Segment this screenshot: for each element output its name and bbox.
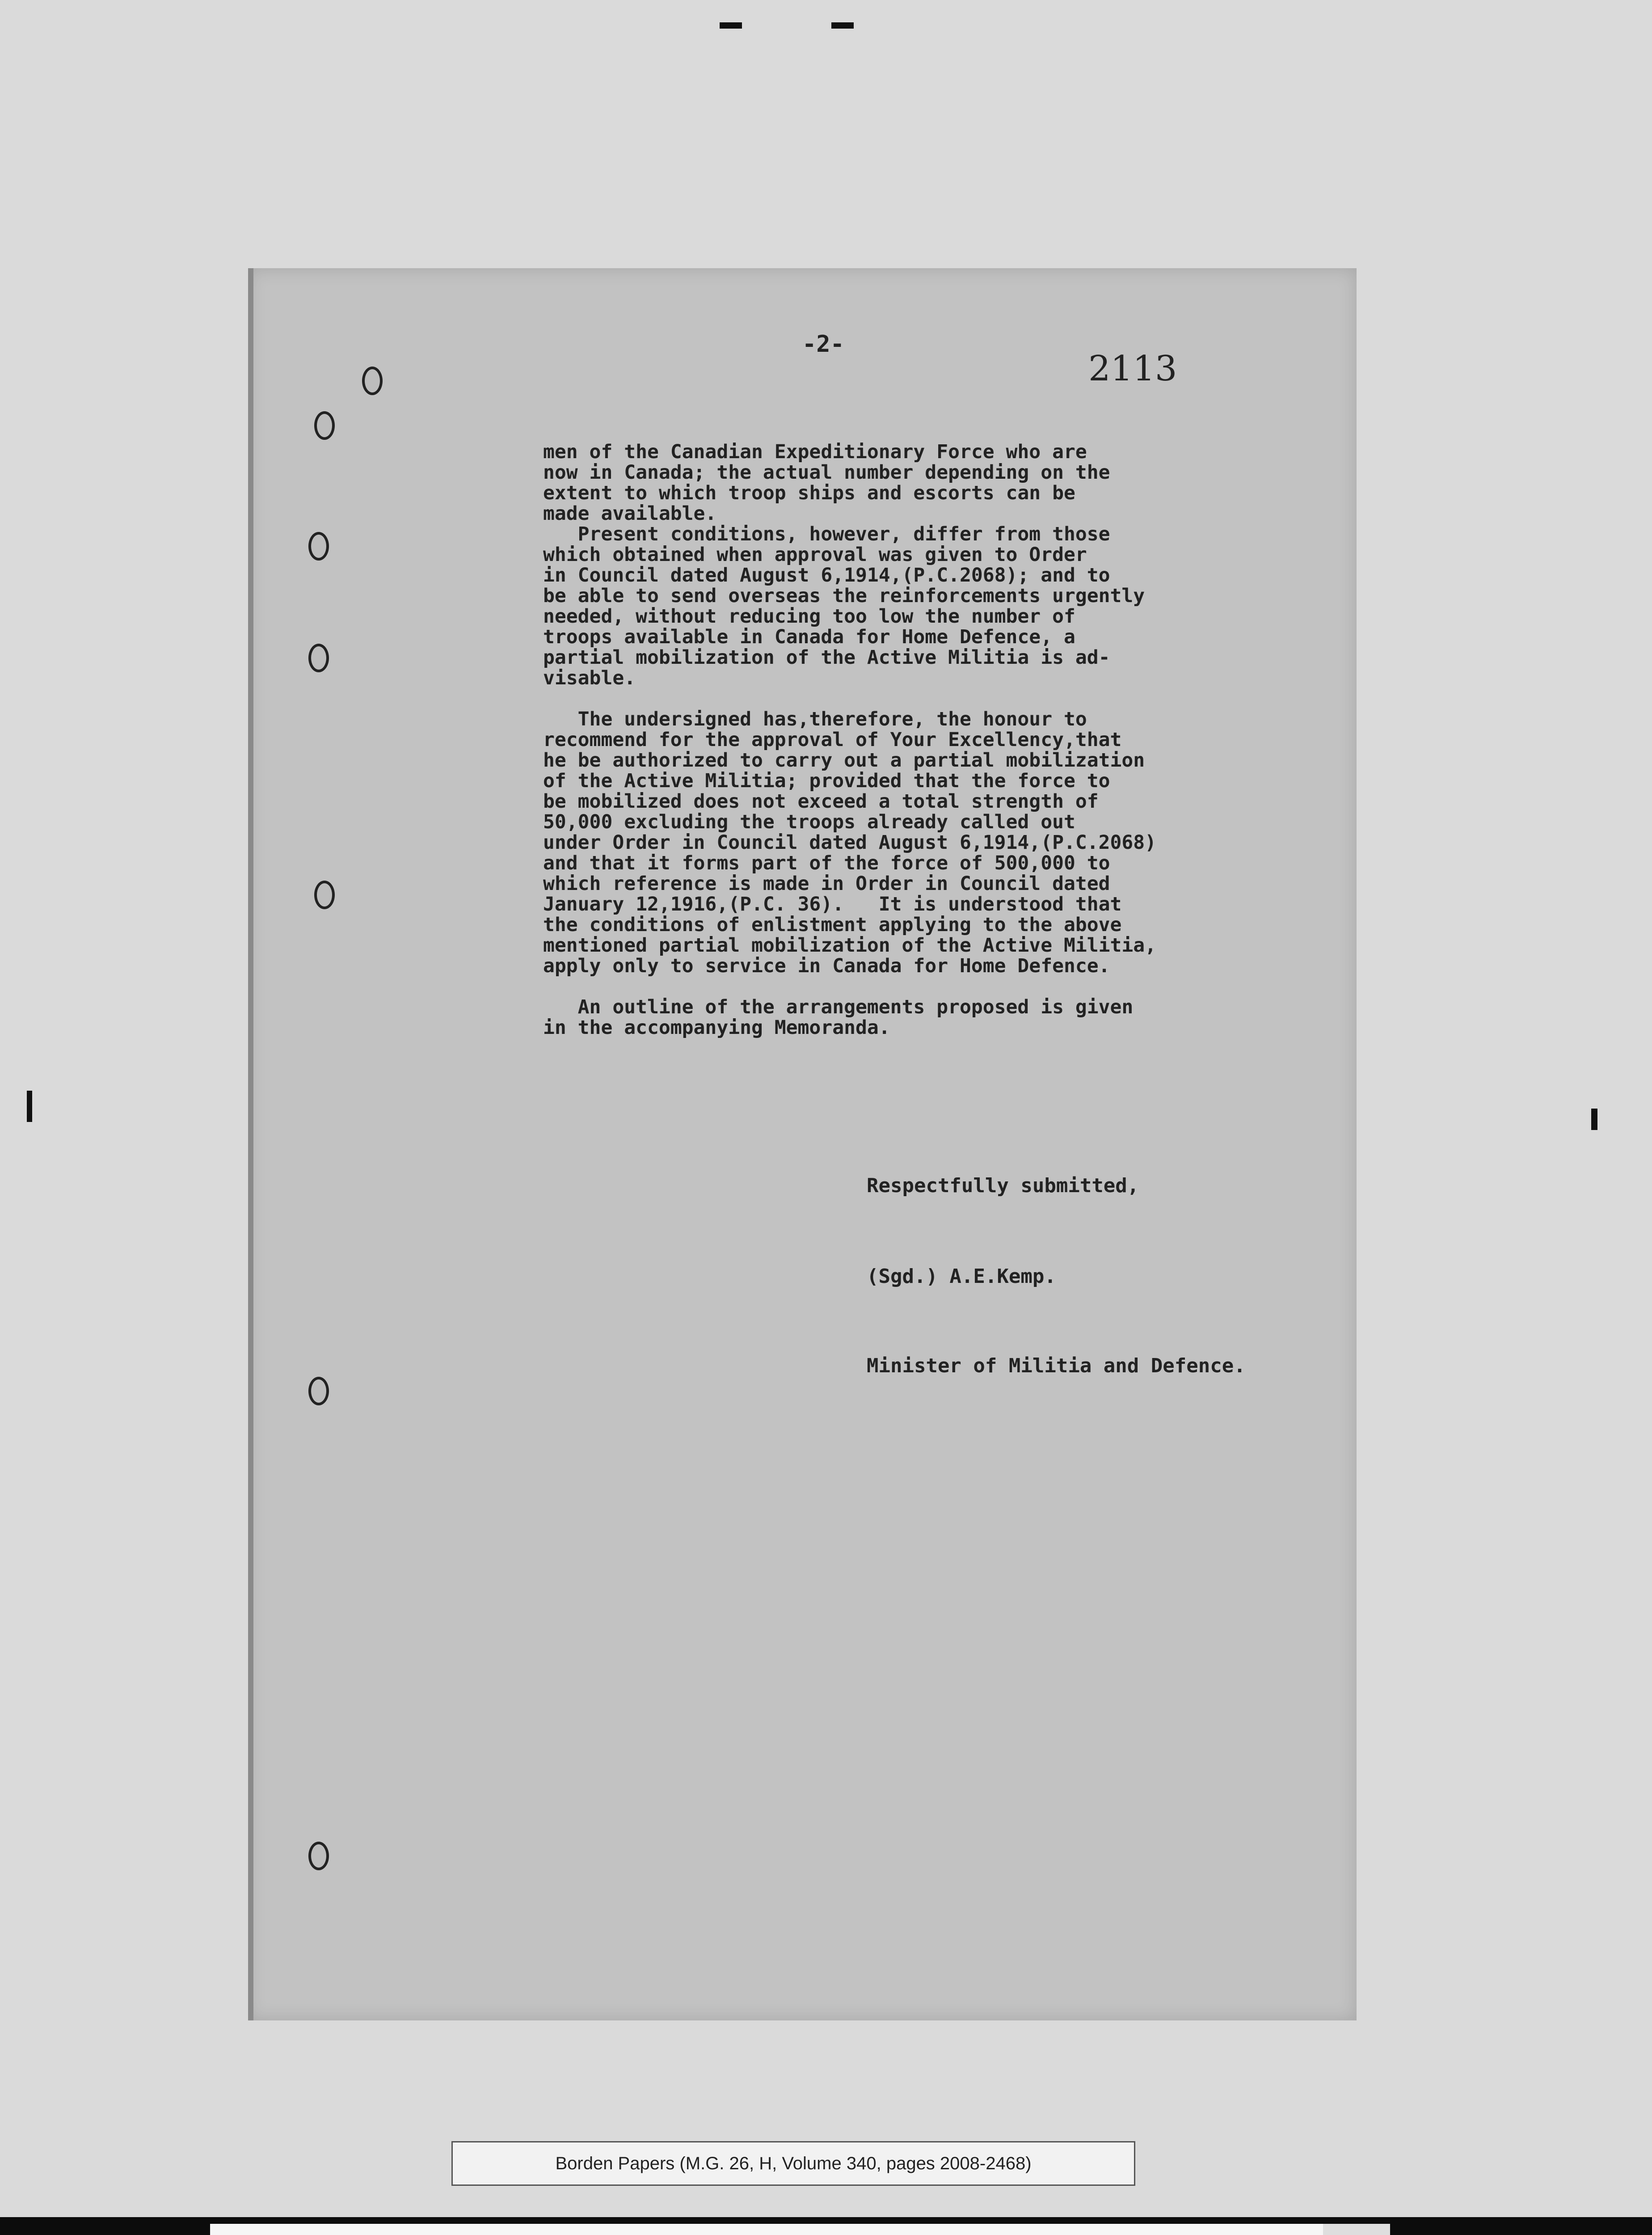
page-number: -2- (802, 331, 844, 358)
paragraph-line: now in Canada; the actual number depending on the (543, 461, 1110, 484)
signer-title: Minister of Militia and Defence. (867, 1354, 1246, 1377)
paragraph-line: made available. (543, 502, 717, 525)
paragraph-line: men of the Canadian Expeditionary Force who are (543, 441, 1087, 463)
punch-hole (314, 411, 335, 440)
punch-hole (308, 532, 329, 561)
paragraph-line: troops available in Canada for Home Defence, a (543, 626, 1075, 648)
paragraph-line: be able to send overseas the reinforcements urgently (543, 585, 1145, 607)
film-mark (27, 1091, 32, 1122)
paragraph-line: be mobilized does not exceed a total strength of (543, 790, 1099, 813)
paragraph-line: An outline of the arrangements proposed is given (543, 996, 1134, 1018)
paragraph-line: recommend for the approval of Your Excellency,that (543, 729, 1122, 751)
reference-slip: Borden Papers (M.G. 26, H, Volume 340, pages 2008-2468) (451, 2141, 1135, 2186)
punch-hole (308, 1377, 329, 1405)
paragraph-line: needed, without reducing too low the number of (543, 605, 1075, 628)
paragraph-line: apply only to service in Canada for Home Defence. (543, 955, 1110, 977)
letter-body (543, 442, 1156, 1038)
paragraph-line: in the accompanying Memoranda. (543, 1016, 890, 1039)
paragraph-line: visable. (543, 667, 636, 689)
paragraph-line: and that it forms part of the force of 500,000 to (543, 852, 1110, 874)
page-edge (248, 268, 253, 2020)
paragraph-line: January 12,1916,(P.C. 36). It is understood that (543, 893, 1122, 915)
closing-line: Respectfully submitted, (867, 1174, 1139, 1197)
film-mark (720, 22, 742, 29)
paragraph-line: partial mobilization of the Active Militia is ad- (543, 646, 1110, 669)
paragraph-line: of the Active Militia; provided that the force to (543, 770, 1110, 792)
film-mark (1591, 1109, 1597, 1130)
punch-hole (308, 1842, 329, 1870)
paragraph-line: which obtained when approval was given to Order (543, 544, 1087, 566)
archive-label-card (210, 2224, 1390, 2235)
signature-line: (Sgd.) A.E.Kemp. (867, 1265, 1056, 1288)
paragraph-line: he be authorized to carry out a partial mobilization (543, 749, 1145, 772)
letter-paragraph (543, 997, 1156, 1038)
folio-number: 2113 (1088, 349, 1177, 389)
punch-hole (308, 644, 329, 672)
punch-hole (362, 367, 383, 395)
paragraph-line: the conditions of enlistment applying to the above (543, 914, 1122, 936)
paragraph-line: extent to which troop ships and escorts can be (543, 482, 1075, 504)
paragraph-line: in Council dated August 6,1914,(P.C.2068); and to (543, 564, 1110, 586)
letter-paragraph (543, 709, 1156, 976)
punch-hole (314, 881, 335, 909)
paragraph-line: mentioned partial mobilization of the Active Militia, (543, 934, 1157, 957)
paragraph-line: under Order in Council dated August 6,1914,(P.C.2068) (543, 831, 1157, 854)
paragraph-line: The undersigned has,therefore, the honour to (543, 708, 1087, 730)
paragraph-line: Present conditions, however, differ from those (543, 523, 1110, 545)
film-mark (831, 22, 854, 29)
paragraph-line: 50,000 excluding the troops already called out (543, 811, 1075, 833)
letter-paragraph (543, 442, 1156, 688)
document-page (248, 268, 1357, 2020)
paragraph-line: which reference is made in Order in Council dated (543, 873, 1110, 895)
label-card-tab (1323, 2224, 1390, 2235)
